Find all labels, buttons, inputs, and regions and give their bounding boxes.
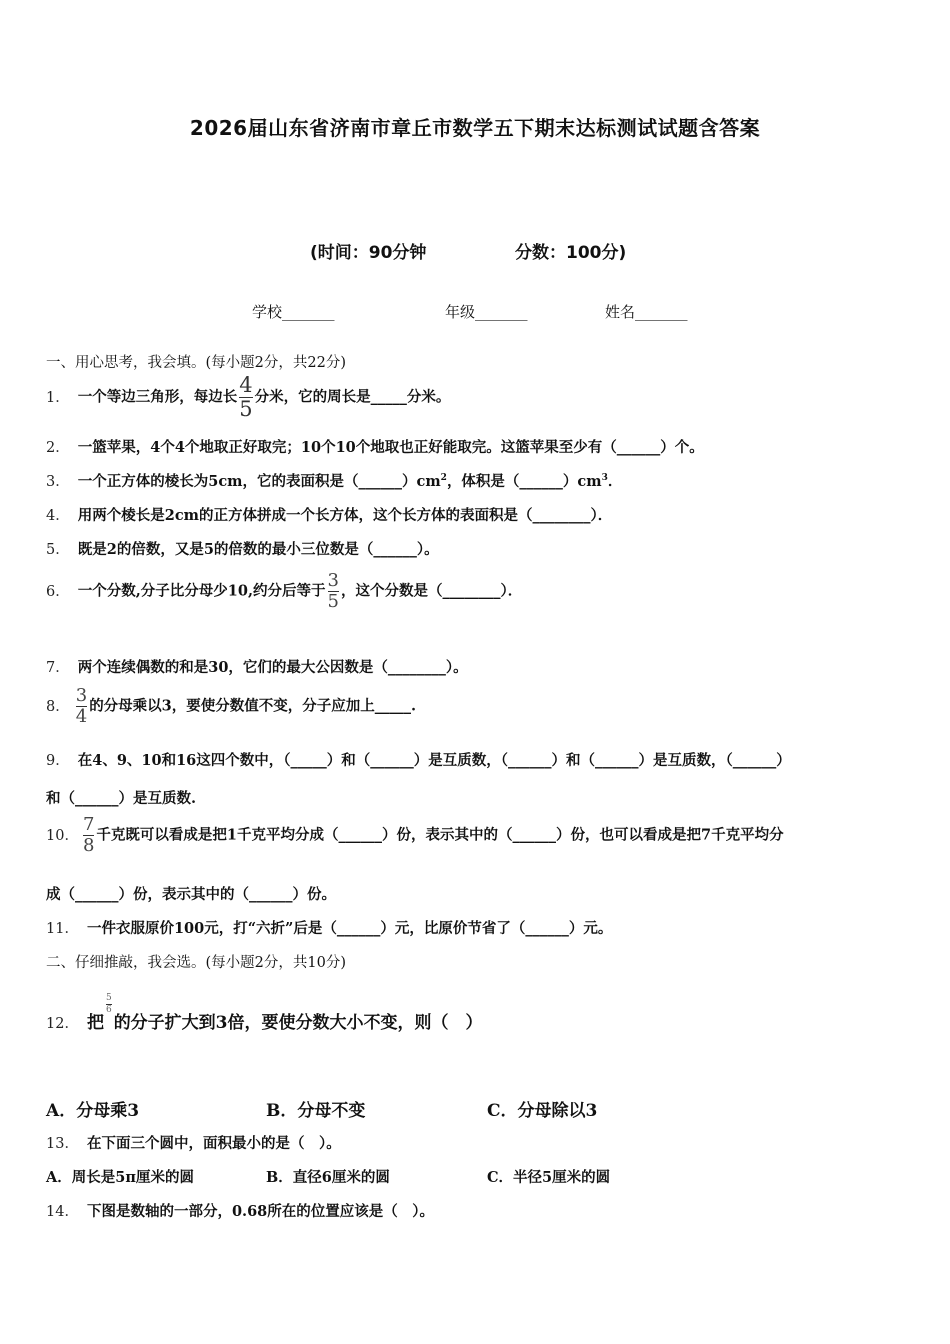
name-field: 姓名_______ [605, 303, 688, 321]
question-number: 2． [46, 440, 70, 456]
question-number: 4． [46, 508, 70, 524]
fraction: $\frac{5}{6}$ [105, 993, 112, 1015]
question-number: 11． [46, 921, 79, 937]
q13-option-b[interactable]: B．直径6厘米的圆 [266, 1169, 390, 1186]
question-6: 6． 一个分数,分子比分母少10,约分后等于 $\frac{3}{5}$ ，这个分数是（________）． [46, 570, 523, 612]
exam-time: (时间：90分钟 [310, 243, 427, 263]
question-10-continued: 成（______）份，表示其中的（______）份。 [46, 886, 336, 903]
question-3: 3． 一个正方体的棱长为5cm，它的表面积是$(\_\_\_\_\_\_)cm^2$，体积是$(\_\_\_\_\_\_)cm^3$． [46, 473, 623, 490]
question-number: 5． [46, 542, 70, 558]
question-2: 2． 一篮苹果，4个4个地取正好取完；10个10个地取也正好能取完。这篮苹果至少有（______）个。 [46, 439, 704, 456]
school-field: 学校_______ [252, 303, 335, 321]
question-number: 6． [46, 583, 70, 600]
question-12: 12． 把 $\frac{5}{6}$ 的分子扩大到3倍，要使分数大小不变，则（ ） [46, 993, 483, 1033]
question-7: 7． 两个连续偶数的和是30，它们的最大公因数是（________）。 [46, 659, 468, 676]
question-number: 13． [46, 1136, 79, 1152]
q13-option-c[interactable]: C．半径5厘米的圆 [487, 1169, 611, 1186]
question-number: 8． [46, 698, 70, 715]
fraction: $\frac{3}{5}$ [327, 570, 339, 612]
question-5: 5． 既是2的倍数，又是5的倍数的最小三位数是（______）。 [46, 541, 439, 558]
question-number: 7． [46, 660, 70, 676]
question-9: 9． 在4、9、10和16这四个数中，（_____）和（______）是互质数，（______）和（______）是互质数，（______） [46, 752, 791, 769]
question-number: 3． [46, 474, 70, 490]
question-number: 12． [46, 1016, 79, 1032]
question-4: 4． 用两个棱长是2cm的正方体拼成一个长方体，这个长方体的表面积是（________）． [46, 507, 613, 524]
section2-heading: 二、仔细推敲，我会选。(每小题2分，共10分) [46, 955, 346, 971]
question-number: 1． [46, 389, 70, 406]
question-number: 9． [46, 753, 70, 769]
grade-field: 年级_______ [445, 303, 528, 321]
question-1: 1． 一个等边三角形，每边长 $\frac{4}{5}$ 分米，它的周长是_____分米。 [46, 373, 451, 421]
q13-option-a[interactable]: A．周长是5π厘米的圆 [46, 1169, 194, 1186]
section1-heading: 一、用心思考，我会填。(每小题2分，共22分) [46, 355, 346, 371]
q12-option-a[interactable]: A．分母乘3 [46, 1101, 140, 1121]
question-number: 10． [46, 827, 79, 844]
question-10: 10． $\frac{7}{8}$ 千克既可以看成是把1千克平均分成（______）份，表示其中的（______）份，也可以看成是把7千克平均分 [46, 814, 784, 856]
exam-score: 分数：100分) [515, 243, 627, 263]
document-title: 2026届山东省济南市章丘市数学五下期末达标测试试题含答案 [189, 116, 761, 140]
fraction: $\frac{4}{5}$ [239, 373, 253, 421]
q12-option-c[interactable]: C．分母除以3 [487, 1101, 598, 1121]
question-number: 14． [46, 1204, 79, 1220]
question-14: 14． 下图是数轴的一部分，0.68所在的位置应该是（ ）。 [46, 1203, 435, 1220]
question-11: 11． 一件衣服原价100元，打“六折”后是（______）元，比原价节省了（______）元。 [46, 920, 613, 937]
fraction: $\frac{3}{4}$ [75, 685, 88, 727]
fraction: $\frac{7}{8}$ [82, 814, 95, 856]
q12-option-b[interactable]: B．分母不变 [266, 1101, 366, 1121]
question-8: 8． $\frac{3}{4}$ 的分母乘以3，要使分数值不变，分子应加上_____. [46, 685, 417, 727]
question-9-continued: 和（______）是互质数. [46, 790, 197, 807]
question-13: 13． 在下面三个圆中，面积最小的是（ ）。 [46, 1135, 341, 1152]
